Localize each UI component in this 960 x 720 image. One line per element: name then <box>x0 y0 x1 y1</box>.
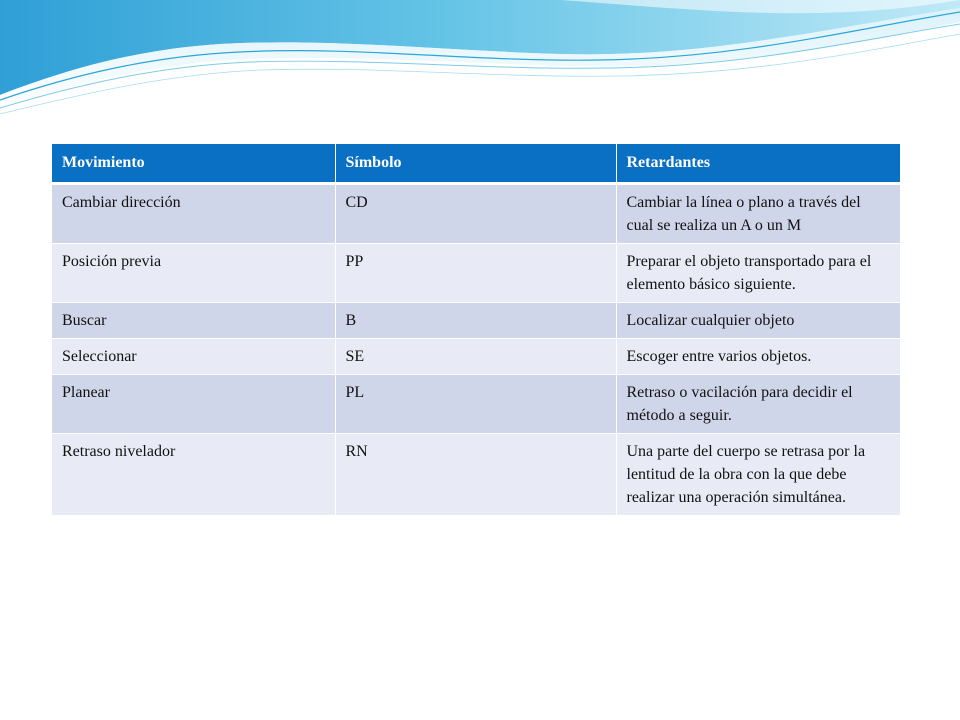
table-row <box>52 244 900 303</box>
header-retardantes: Retardantes <box>616 144 900 184</box>
cell-movimiento: Planear <box>52 375 335 434</box>
table-row <box>52 375 900 434</box>
table-row <box>52 434 900 516</box>
cell-movimiento: Retraso nivelador <box>52 434 335 516</box>
cell-movimiento: Cambiar dirección <box>52 184 335 244</box>
cell-retardantes: Una parte del cuerpo se retrasa por la lentitud de la obra con la que debe realizar una operación simultánea. <box>616 434 900 516</box>
decorative-wave-banner <box>0 0 960 130</box>
cell-simbolo: B <box>335 303 616 339</box>
cell-retardantes: Preparar el objeto transportado para el elemento básico siguiente. <box>616 244 900 303</box>
cell-retardantes: Cambiar la línea o plano a través del cual se realiza un A o un M <box>616 184 900 244</box>
retardantes-table <box>52 144 900 515</box>
cell-simbolo: PP <box>335 244 616 303</box>
cell-simbolo: SE <box>335 339 616 375</box>
cell-simbolo: RN <box>335 434 616 516</box>
table-header-row <box>52 144 900 184</box>
cell-movimiento: Posición previa <box>52 244 335 303</box>
cell-simbolo: CD <box>335 184 616 244</box>
header-movimiento: Movimiento <box>52 144 335 184</box>
table-row <box>52 339 900 375</box>
cell-movimiento: Seleccionar <box>52 339 335 375</box>
cell-retardantes: Localizar cualquier objeto <box>616 303 900 339</box>
cell-retardantes: Escoger entre varios objetos. <box>616 339 900 375</box>
header-simbolo: Símbolo <box>335 144 616 184</box>
table-row <box>52 184 900 244</box>
cell-retardantes: Retraso o vacilación para decidir el método a seguir. <box>616 375 900 434</box>
table-row <box>52 303 900 339</box>
cell-simbolo: PL <box>335 375 616 434</box>
cell-movimiento: Buscar <box>52 303 335 339</box>
